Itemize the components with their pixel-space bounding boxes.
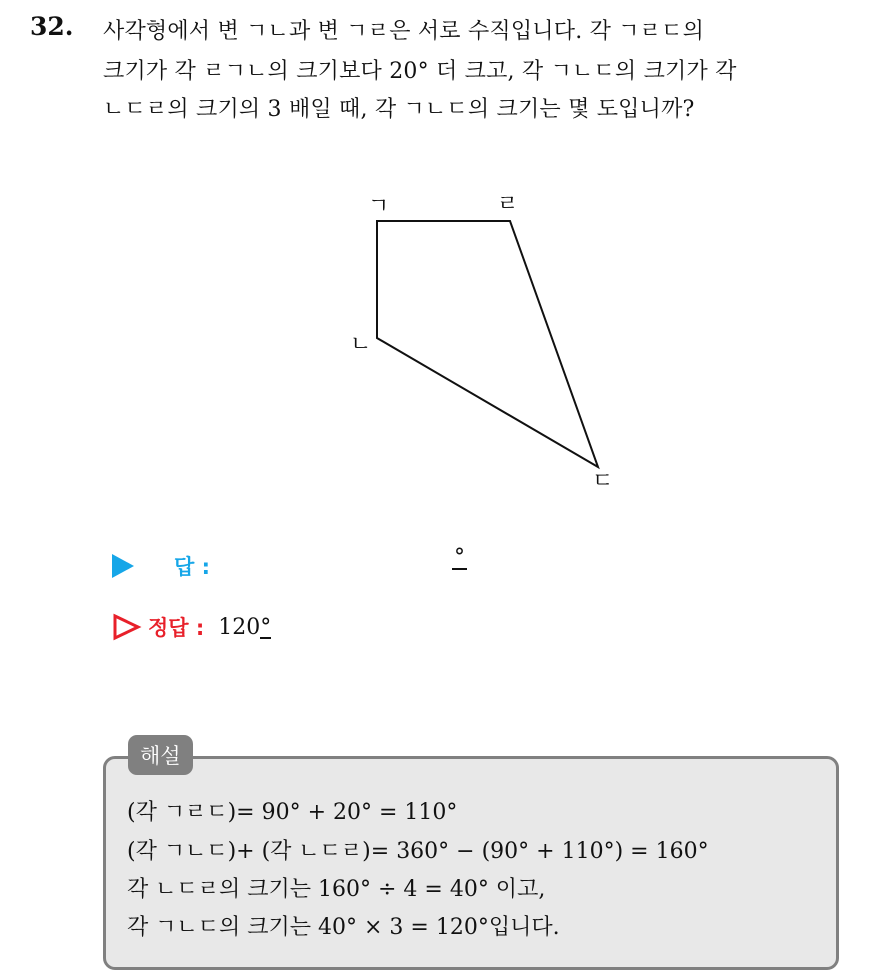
vertex-label-bottom: ㄷ — [592, 469, 614, 494]
correct-answer-row — [112, 612, 271, 642]
answer-blank-unit[interactable]: ° — [454, 545, 465, 570]
vertex-label-top-right: ㄹ — [497, 192, 519, 217]
play-outline-icon — [112, 613, 142, 641]
solution-line-1: (각 ㄱㄹㄷ)= 90° + 20° = 110° — [127, 800, 458, 825]
answer-row — [112, 551, 210, 581]
question-number: 32. — [30, 12, 74, 41]
vertex-label-top-left: ㄱ — [368, 194, 390, 219]
correct-answer-label: 정답 : — [148, 616, 205, 640]
vertex-label-left: ㄴ — [350, 332, 372, 357]
solution-tag: 해설 — [128, 735, 193, 775]
question-text-line-1: 사각형에서 변 ㄱㄴ과 변 ㄱㄹ은 서로 수직입니다. 각 ㄱㄹㄷ의 — [103, 19, 705, 44]
solution-line-2: (각 ㄱㄴㄷ)+ (각 ㄴㄷㄹ)= 360° − (90° + 110°) = 160° — [127, 839, 709, 864]
quadrilateral-shape — [377, 221, 598, 467]
solution-line-3: 각 ㄴㄷㄹ의 크기는 160° ÷ 4 = 40° 이고, — [127, 877, 546, 902]
correct-answer-unit: ° — [260, 614, 272, 640]
question-text-line-2: 크기가 각 ㄹㄱㄴ의 크기보다 20° 더 크고, 각 ㄱㄴㄷ의 크기가 각 — [103, 59, 737, 84]
play-solid-icon — [112, 554, 134, 578]
correct-answer-value: 120 — [218, 614, 261, 640]
question-text-line-3: ㄴㄷㄹ의 크기의 3 배일 때, 각 ㄱㄴㄷ의 크기는 몇 도입니까? — [103, 97, 695, 122]
solution-line-4: 각 ㄱㄴㄷ의 크기는 40° × 3 = 120°입니다. — [127, 915, 560, 940]
quadrilateral-figure — [330, 185, 630, 495]
answer-label: 답 : — [174, 555, 210, 579]
